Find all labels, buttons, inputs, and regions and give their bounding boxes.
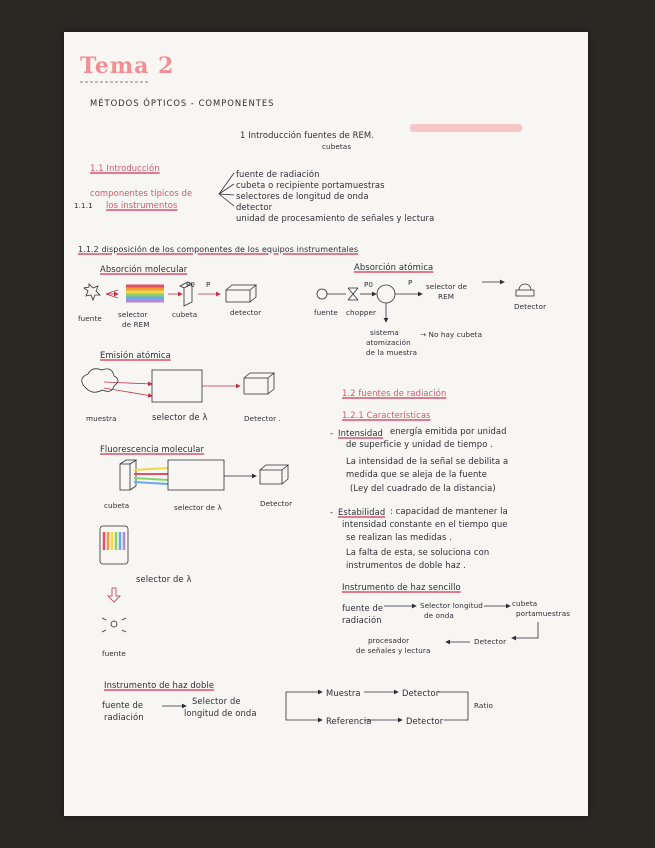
haz-sencillo-fuente-1: fuente de (342, 603, 384, 613)
cloud-icon (82, 369, 118, 393)
haz-sencillo-fuente-2: radiación (342, 615, 382, 625)
abs-mol-cubeta: cubeta (172, 310, 198, 319)
abs-atom-detector: Detector (514, 302, 547, 311)
abs-mol-detector: detector (230, 308, 262, 317)
emision-detector: Detector . (244, 414, 281, 423)
emision-selector-box (152, 370, 202, 402)
emision-detector-box (244, 373, 274, 394)
estabilidad-line: se realizan las medidas . (346, 532, 452, 542)
intro-heading: 1.1 Introducción (90, 163, 160, 173)
abs-mol-p0: P0 (186, 280, 196, 289)
abs-atom-chopper: chopper (346, 308, 377, 317)
intro-item: selectores de longitud de onda (236, 191, 369, 201)
intensidad-dash: - (330, 428, 334, 438)
haz-sencillo-cubeta-1: cubeta (512, 599, 538, 608)
haz-sencillo-procesador-2: de señales y lectura (356, 646, 431, 655)
abs-mol-fuente: fuente (78, 314, 102, 323)
abs-atom-p0: P0 (364, 280, 374, 289)
intensidad-line: energía emitida por unidad (390, 426, 507, 436)
notebook-page (64, 32, 588, 816)
atomizer-icon (377, 285, 395, 303)
abs-atom-fuente: fuente (314, 308, 338, 317)
intensidad-line: (Ley del cuadrado de la distancia) (350, 483, 496, 493)
fluor-selector-box (168, 460, 224, 490)
fluor-beams (134, 468, 168, 484)
fluor-selector: selector de λ (174, 503, 222, 512)
brace-line (219, 194, 234, 195)
intro-item: fuente de radiación (236, 169, 320, 179)
emision-selector: selector de λ (152, 412, 208, 422)
fuentes-heading: 1.2 fuentes de radiación (342, 388, 447, 398)
chopper-icon (348, 288, 358, 300)
abs-atom-title: Absorción atómica (354, 262, 434, 272)
estabilidad-line: : capacidad de mantener la (390, 506, 508, 516)
haz-sencillo-selector-1: Selector longitud (420, 601, 483, 610)
haz-sencillo-title: Instrumento de haz sencillo (342, 582, 461, 592)
haz-sencillo-selector-2: de onda (424, 611, 454, 620)
page-subtitle: MÉTODOS ÓPTICOS - COMPONENTES (90, 98, 275, 108)
abs-atom-no-cubeta: → No hay cubeta (420, 330, 483, 339)
haz-sencillo-procesador-1: procesador (368, 636, 410, 645)
rays (102, 618, 126, 632)
emision-muestra: muestra (86, 414, 117, 423)
intro-label-2: los instrumentos (106, 200, 178, 210)
diagram-drawings (64, 32, 588, 816)
emision-title: Emisión atómica (100, 350, 171, 360)
intensidad-line: de superficie y unidad de tiempo . (346, 439, 493, 449)
haz-doble-fuente-1: fuente de (102, 700, 144, 710)
haz-doble-ratio: Ratio (474, 701, 493, 710)
fluor-detector: Detector (260, 499, 293, 508)
estabilidad-line: La falta de esta, se soluciona con (346, 547, 490, 557)
fuentes-sub: 1.2.1 Características (342, 410, 431, 420)
haz-doble-detector-1: Detector (402, 688, 440, 698)
brace-line (219, 184, 234, 194)
fluor-selector-2: selector de λ (136, 574, 192, 584)
estabilidad-line: instrumentos de doble haz . (346, 560, 466, 570)
section1-title: 1 Introducción fuentes de REM. (240, 130, 374, 140)
estabilidad-term: Estabilidad (338, 507, 386, 517)
brace-line (219, 194, 234, 206)
abs-mol-selector-1: selector (118, 310, 148, 319)
intro-label-1: componentes típicos de (90, 188, 193, 198)
disposition-heading: 1.1.2 disposición de los componentes de los equipos instrumentales (78, 245, 359, 254)
abs-atom-sistema-1: sistema (370, 328, 399, 337)
source-arrows (106, 290, 118, 298)
up-arrow-icon (108, 588, 120, 602)
haz-sencillo-cubeta-2: portamuestras (516, 609, 571, 618)
rainbow-beam (126, 286, 164, 301)
haz-doble-title: Instrumento de haz doble (104, 680, 215, 690)
haz-doble-detector-2: Detector (406, 716, 444, 726)
haz-doble-referencia: Referencia (326, 716, 372, 726)
abs-atom-sistema-2: atomización (366, 338, 411, 347)
fluor-cubeta-icon (120, 460, 136, 490)
page-title: Tema 2 (80, 53, 175, 79)
fluor-title: Fluorescencia molecular (100, 444, 205, 454)
haz-sencillo-detector: Detector (474, 637, 507, 646)
fluor-rainbow (104, 532, 124, 550)
lamp-icon (317, 289, 327, 299)
haz-doble-fuente-2: radiación (104, 712, 144, 722)
fluor-fuente: fuente (102, 649, 126, 658)
abs-atom-p: P (408, 278, 413, 287)
intro-item: unidad de procesamiento de señales y lectura (236, 213, 435, 223)
intro-item: detector (236, 202, 273, 212)
intensidad-line: La intensidad de la señal se debilita a (346, 456, 509, 466)
abs-mol-title: Absorción molecular (100, 264, 188, 274)
abs-atom-selector-2: REM (438, 292, 455, 301)
intro-item: cubeta o recipiente portamuestras (236, 180, 385, 190)
estabilidad-line: intensidad constante en el tiempo que (342, 519, 508, 529)
section1-sub: cubetas (322, 142, 352, 151)
haz-doble-selector-1: Selector de (192, 696, 241, 706)
intro-side-number: 1.1.1 (74, 201, 93, 210)
abs-atom-selector-1: selector de (426, 282, 468, 291)
fuente-icon (111, 621, 117, 627)
intensidad-line: medida que se aleja de la fuente (346, 469, 488, 479)
fluor-cubeta: cubeta (104, 501, 130, 510)
intensidad-term: Intensidad (338, 428, 383, 438)
estabilidad-dash: - (330, 507, 334, 517)
detector-box (226, 285, 256, 302)
sun-icon (84, 284, 100, 300)
abs-mol-p: P (206, 280, 211, 289)
haz-doble-muestra: Muestra (326, 688, 361, 698)
abs-mol-selector-2: de REM (122, 320, 150, 329)
detector-icon (516, 284, 534, 296)
haz-doble-selector-2: longitud de onda (184, 708, 257, 718)
abs-atom-sistema-3: de la muestra (366, 348, 418, 357)
brace-line (219, 173, 234, 194)
fluor-detector-box (260, 465, 288, 484)
